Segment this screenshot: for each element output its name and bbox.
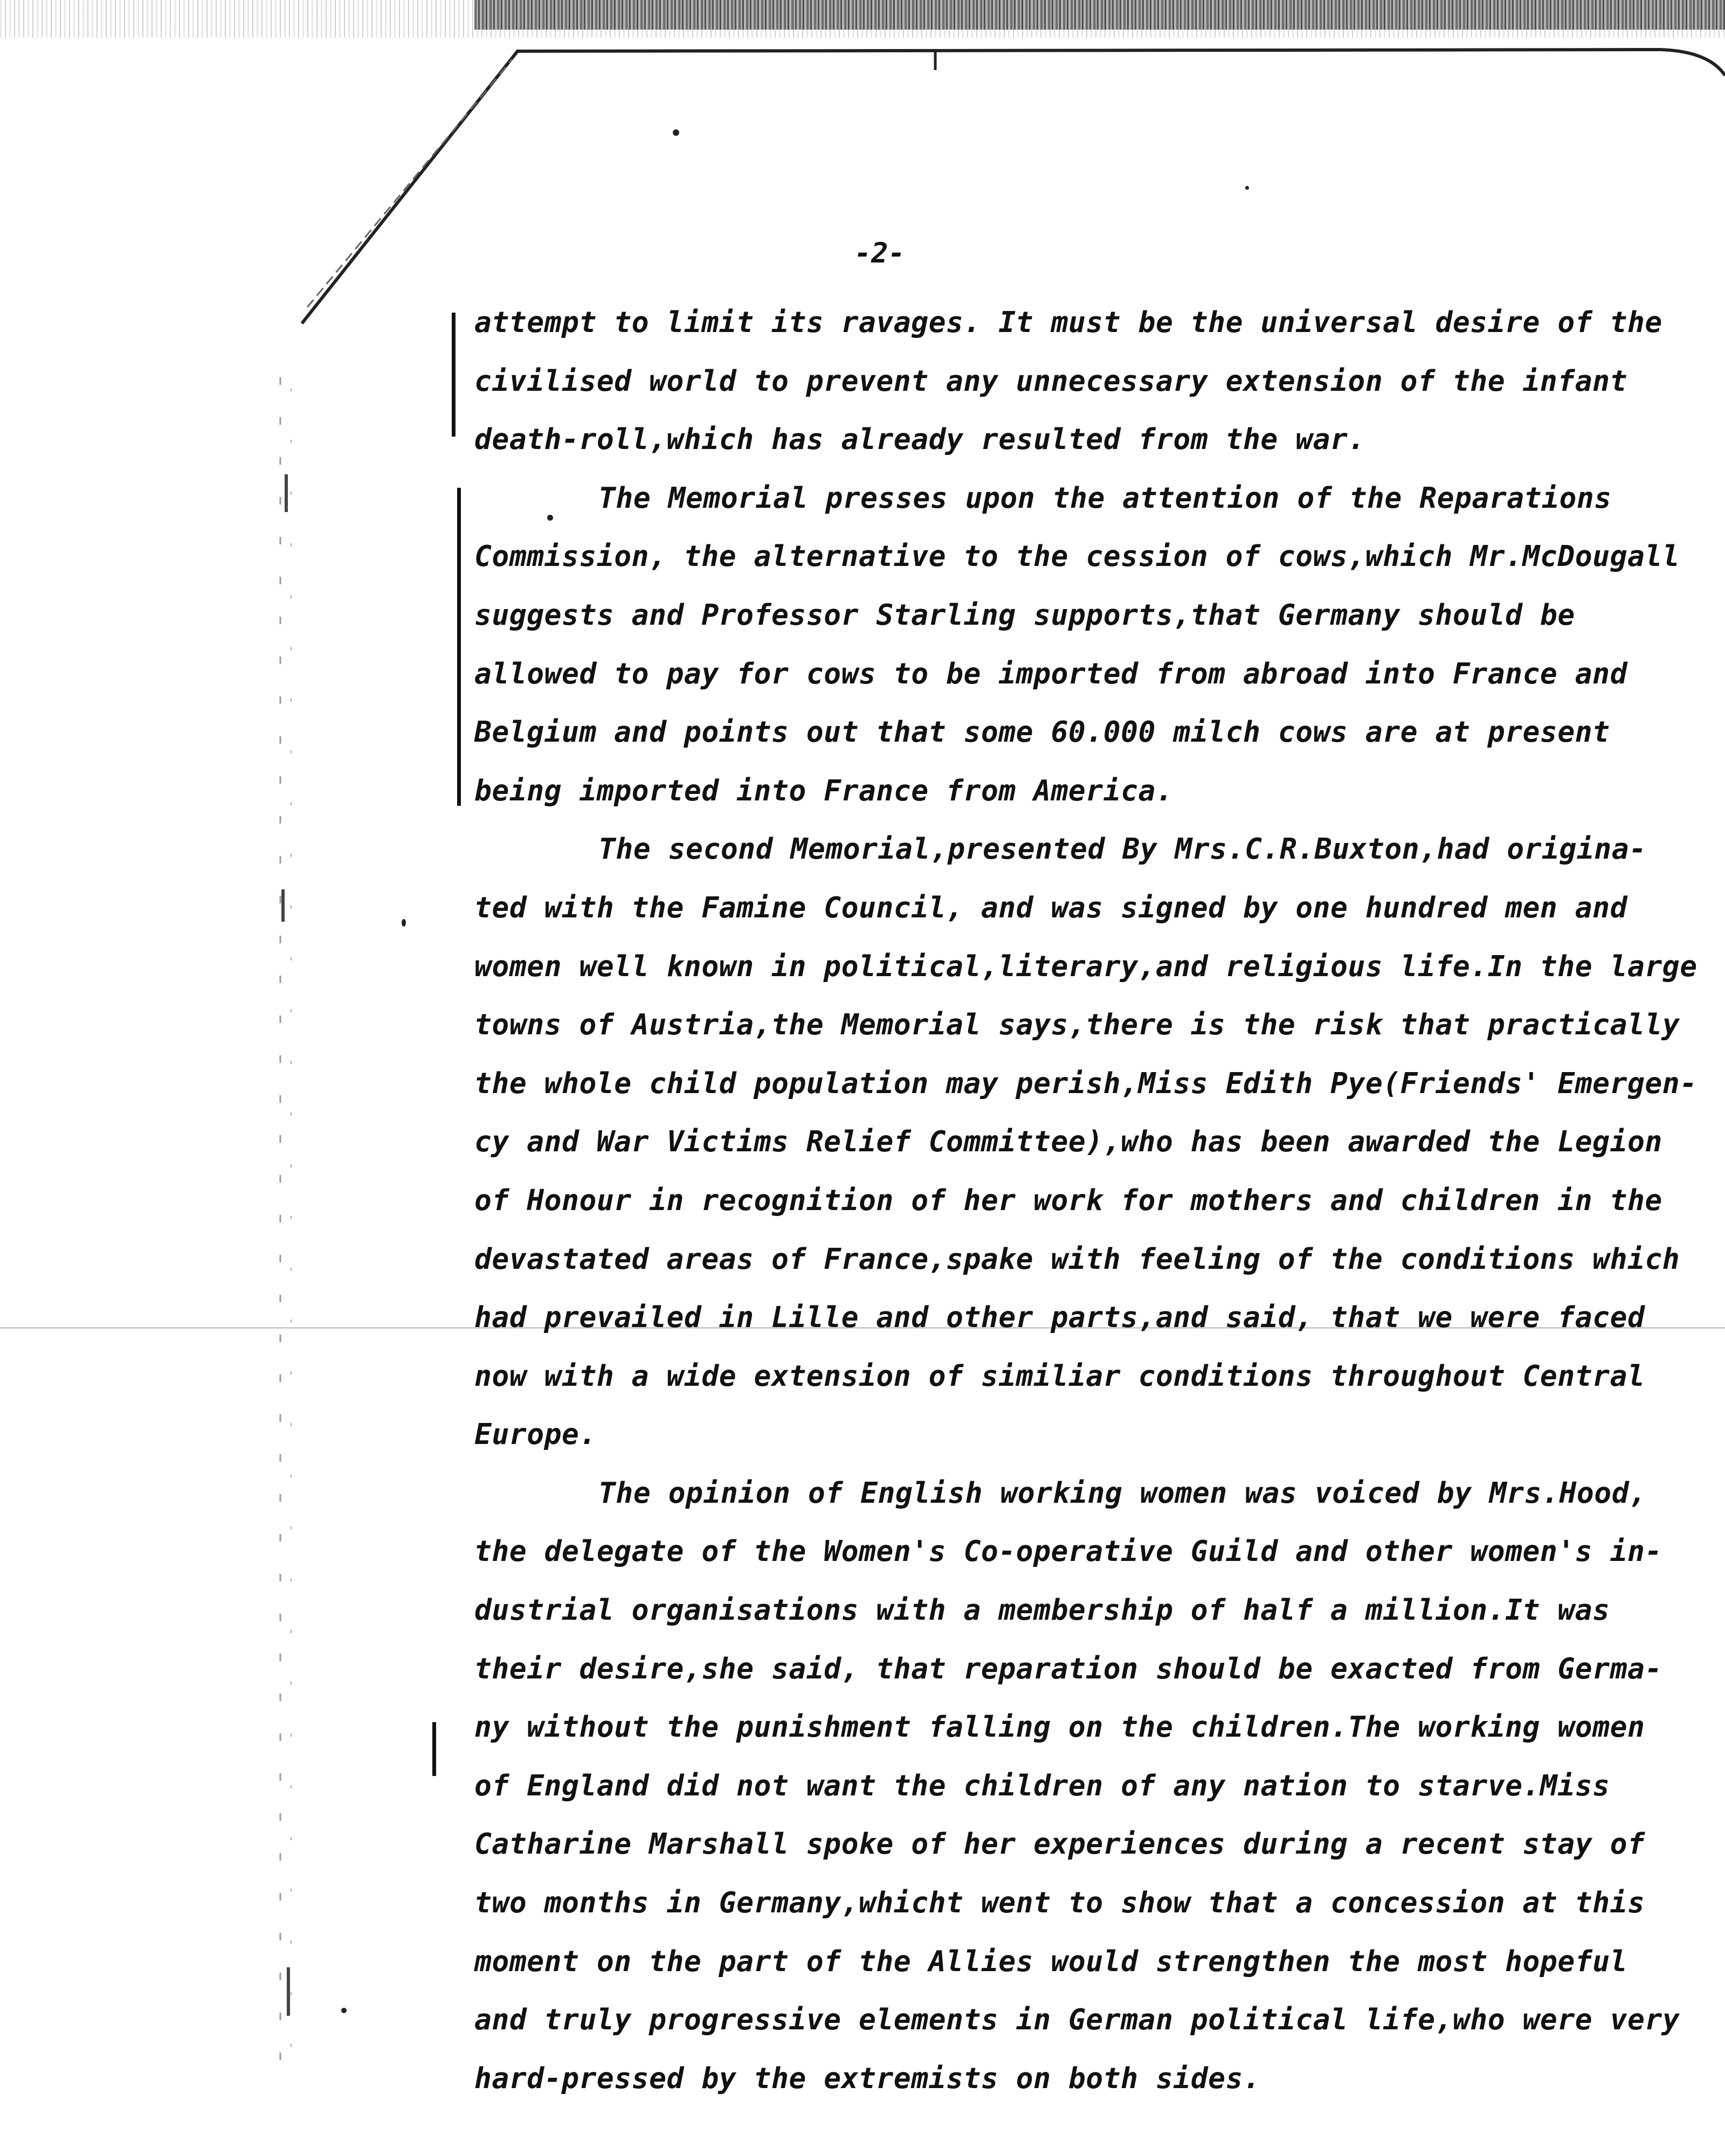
paragraph-start-line: The second Memorial,presented By Mrs.C.R.Buxton,had origina-	[598, 833, 1647, 866]
margin-tick	[287, 1967, 290, 2016]
margin-mark	[457, 488, 461, 806]
text-line: cy and War Victims Relief Committee),who has been awarded the Legion	[474, 1125, 1662, 1159]
ink-speck	[673, 129, 679, 136]
text-line: attempt to limit its ravages. It must be the universal desire of the	[474, 306, 1662, 339]
text-line: suggests and Professor Starling supports,that Germany should be	[474, 598, 1575, 632]
text-line: two months in Germany,whicht went to show that a concession at this	[474, 1887, 1645, 1920]
text-line: women well known in political,literary,and religious life.In the large	[474, 950, 1698, 983]
text-line: Catharine Marshall spoke of her experiences during a recent stay of	[474, 1828, 1645, 1861]
margin-mark	[432, 1722, 436, 1776]
ink-speck	[341, 2008, 347, 2013]
text-line: and truly progressive elements in German political life,who were very	[474, 2003, 1680, 2037]
paragraph-start-line: The Memorial presses upon the attention of the Reparations	[598, 481, 1612, 515]
text-line: Belgium and points out that some 60.000 milch cows are at present	[474, 716, 1610, 749]
text-line: their desire,she said, that reparation should be exacted from Germa-	[474, 1652, 1662, 1685]
text-line: the delegate of the Women's Co-operative Guild and other women's in-	[474, 1535, 1662, 1568]
text-line: had prevailed in Lille and other parts,and said, that we were faced	[474, 1301, 1645, 1335]
body-text	[474, 294, 1698, 2108]
ink-speck	[402, 919, 406, 927]
text-line: now with a wide extension of similiar conditions throughout Central	[474, 1359, 1645, 1393]
paragraph-start-line: The opinion of English working women was voiced by Mrs.Hood,	[598, 1476, 1647, 1510]
text-line: dustrial organisations with a membership of half a million.It was	[474, 1594, 1610, 1627]
text-line: devastated areas of France,spake with feeling of the conditions which	[474, 1242, 1680, 1276]
text-line: civilised world to prevent any unnecessary extension of the infant	[474, 364, 1627, 398]
text-line: death-roll,which has already resulted from the war.	[474, 423, 1365, 457]
margin-tick	[281, 889, 285, 922]
text-line: Europe.	[474, 1418, 597, 1452]
text-line: Commission, the alternative to the cession of cows,which Mr.McDougall	[474, 540, 1680, 573]
text-line: of England did not want the children of any nation to starve.Miss	[474, 1769, 1610, 1802]
page-number: -2-	[854, 237, 905, 270]
text-line: being imported into France from America.	[474, 774, 1174, 807]
margin-mark	[452, 313, 456, 437]
margin-tick	[285, 474, 288, 512]
text-line: moment on the part of the Allies would strengthen the most hopeful	[474, 1945, 1627, 1978]
text-line: of Honour in recognition of her work for mothers and children in the	[474, 1184, 1662, 1217]
text-line: hard-pressed by the extremists on both sides.	[474, 2062, 1261, 2095]
text-line: allowed to pay for cows to be imported from abroad into France and	[474, 657, 1627, 690]
text-line: towns of Austria,the Memorial says,there is the risk that practically	[474, 1008, 1680, 1042]
text-line: ny without the punishment falling on the children.The working women	[474, 1711, 1645, 1744]
ink-speck	[1245, 186, 1249, 190]
text-line: the whole child population may perish,Miss Edith Pye(Friends' Emergen-	[474, 1067, 1698, 1100]
text-line: ted with the Famine Council, and was signed by one hundred men and	[474, 891, 1627, 924]
